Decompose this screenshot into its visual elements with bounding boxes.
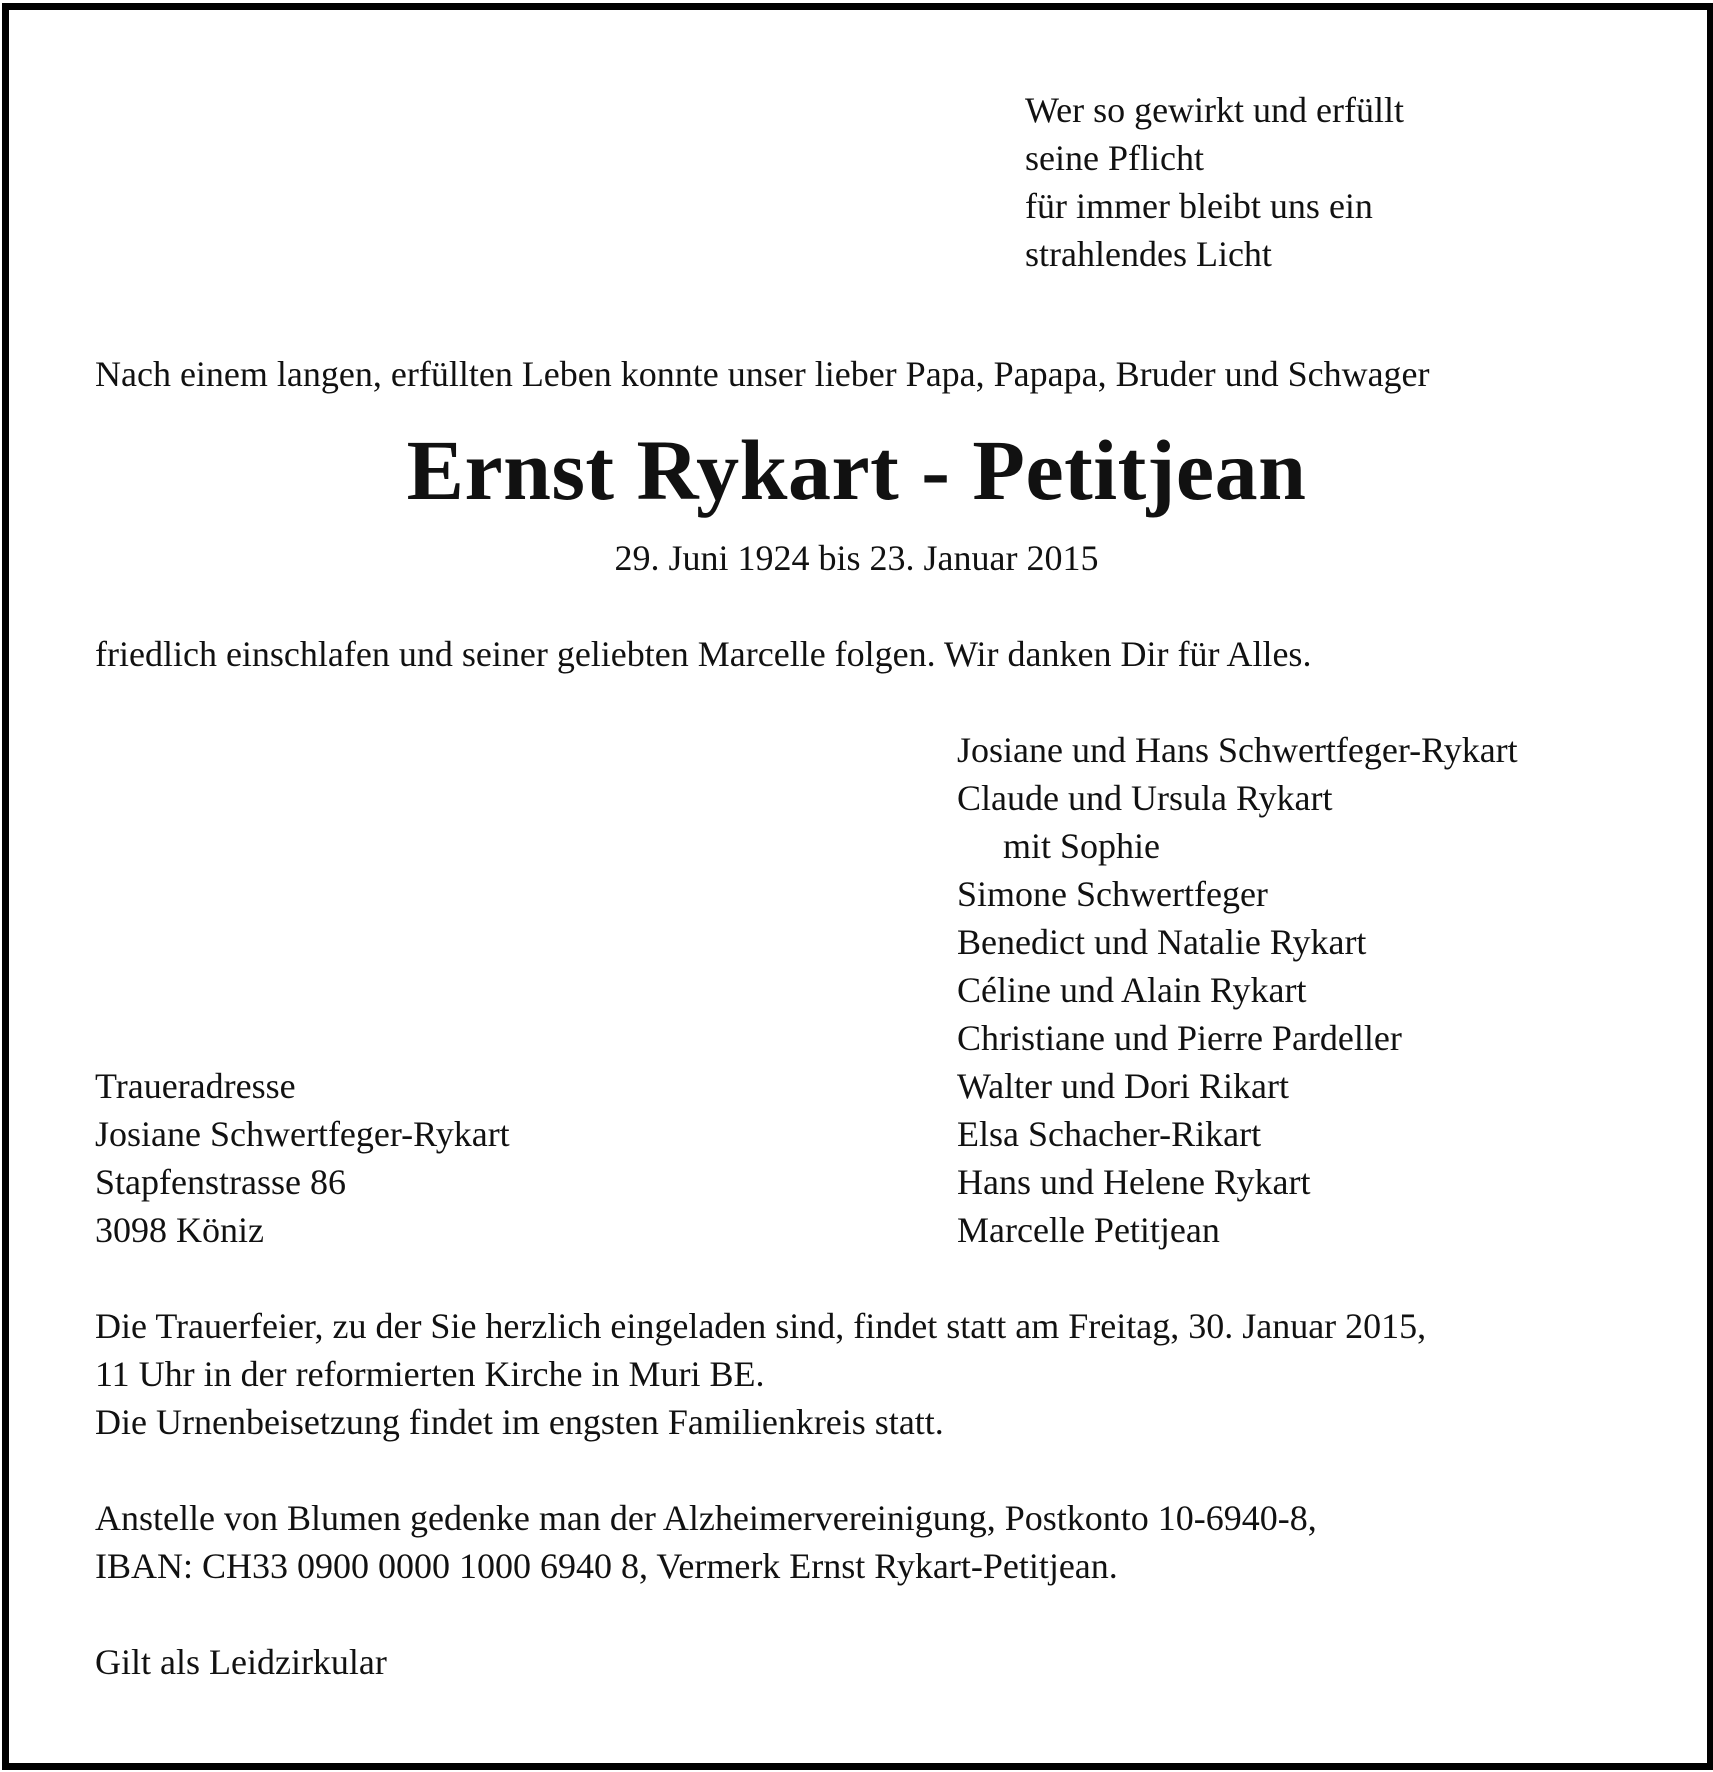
footer-note: Gilt als Leidzirkular	[95, 1642, 387, 1682]
mourner-entry: Christiane und Pierre Pardeller	[957, 1018, 1402, 1058]
motto-line: strahlendes Licht	[1025, 234, 1272, 274]
mourners-list	[957, 726, 1518, 1254]
address-name: Josiane Schwertfeger-Rykart	[95, 1114, 510, 1154]
life-dates: 29. Juni 1924 bis 23. Januar 2015	[614, 538, 1099, 578]
address-street: Stapfenstrasse 86	[95, 1162, 346, 1202]
mourner-entry: Hans und Helene Rykart	[957, 1162, 1311, 1202]
donation-notice	[95, 1494, 1317, 1590]
motto-line: für immer bleibt uns ein	[1025, 186, 1373, 226]
address-heading: Traueradresse	[95, 1066, 296, 1106]
motto-line: seine Pflicht	[1025, 138, 1204, 178]
mourner-entry: Marcelle Petitjean	[957, 1210, 1220, 1250]
mourner-entry: Céline und Alain Rykart	[957, 970, 1307, 1010]
mourner-entry: Claude und Ursula Rykart	[957, 778, 1333, 818]
intro-text: Nach einem langen, erfüllten Leben konnte unser lieber Papa, Papapa, Bruder und Schwager	[95, 354, 1430, 394]
deceased-name: Ernst Rykart - Petitjean	[406, 422, 1307, 518]
ceremony-line: Die Urnenbeisetzung findet im engsten Familienkreis statt.	[95, 1402, 944, 1442]
ceremony-line: Die Trauerfeier, zu der Sie herzlich eingeladen sind, findet statt am Freitag, 30. Januar 2015,	[95, 1306, 1427, 1346]
mourner-entry: Benedict und Natalie Rykart	[957, 922, 1367, 962]
mourning-address	[95, 1062, 510, 1254]
address-city: 3098 Köniz	[95, 1210, 264, 1250]
mourner-entry: Elsa Schacher-Rikart	[957, 1114, 1262, 1154]
ceremony-details	[95, 1302, 1426, 1446]
motto-line: Wer so gewirkt und erfüllt	[1025, 90, 1405, 130]
mourner-entry: Simone Schwertfeger	[957, 874, 1268, 914]
donation-line: IBAN: CH33 0900 0000 1000 6940 8, Vermerk Ernst Rykart-Petitjean.	[95, 1546, 1118, 1586]
ceremony-line: 11 Uhr in der reformierten Kirche in Muri BE.	[95, 1354, 765, 1394]
closing-text: friedlich einschlafen und seiner geliebten Marcelle folgen. Wir danken Dir für Alles.	[95, 634, 1312, 674]
mourner-entry: mit Sophie	[1003, 826, 1161, 866]
mourner-entry: Walter und Dori Rikart	[957, 1066, 1290, 1106]
motto-verse	[1025, 86, 1404, 278]
donation-line: Anstelle von Blumen gedenke man der Alzheimervereinigung, Postkonto 10-6940-8,	[95, 1498, 1317, 1538]
mourner-entry: Josiane und Hans Schwertfeger-Rykart	[957, 730, 1518, 770]
